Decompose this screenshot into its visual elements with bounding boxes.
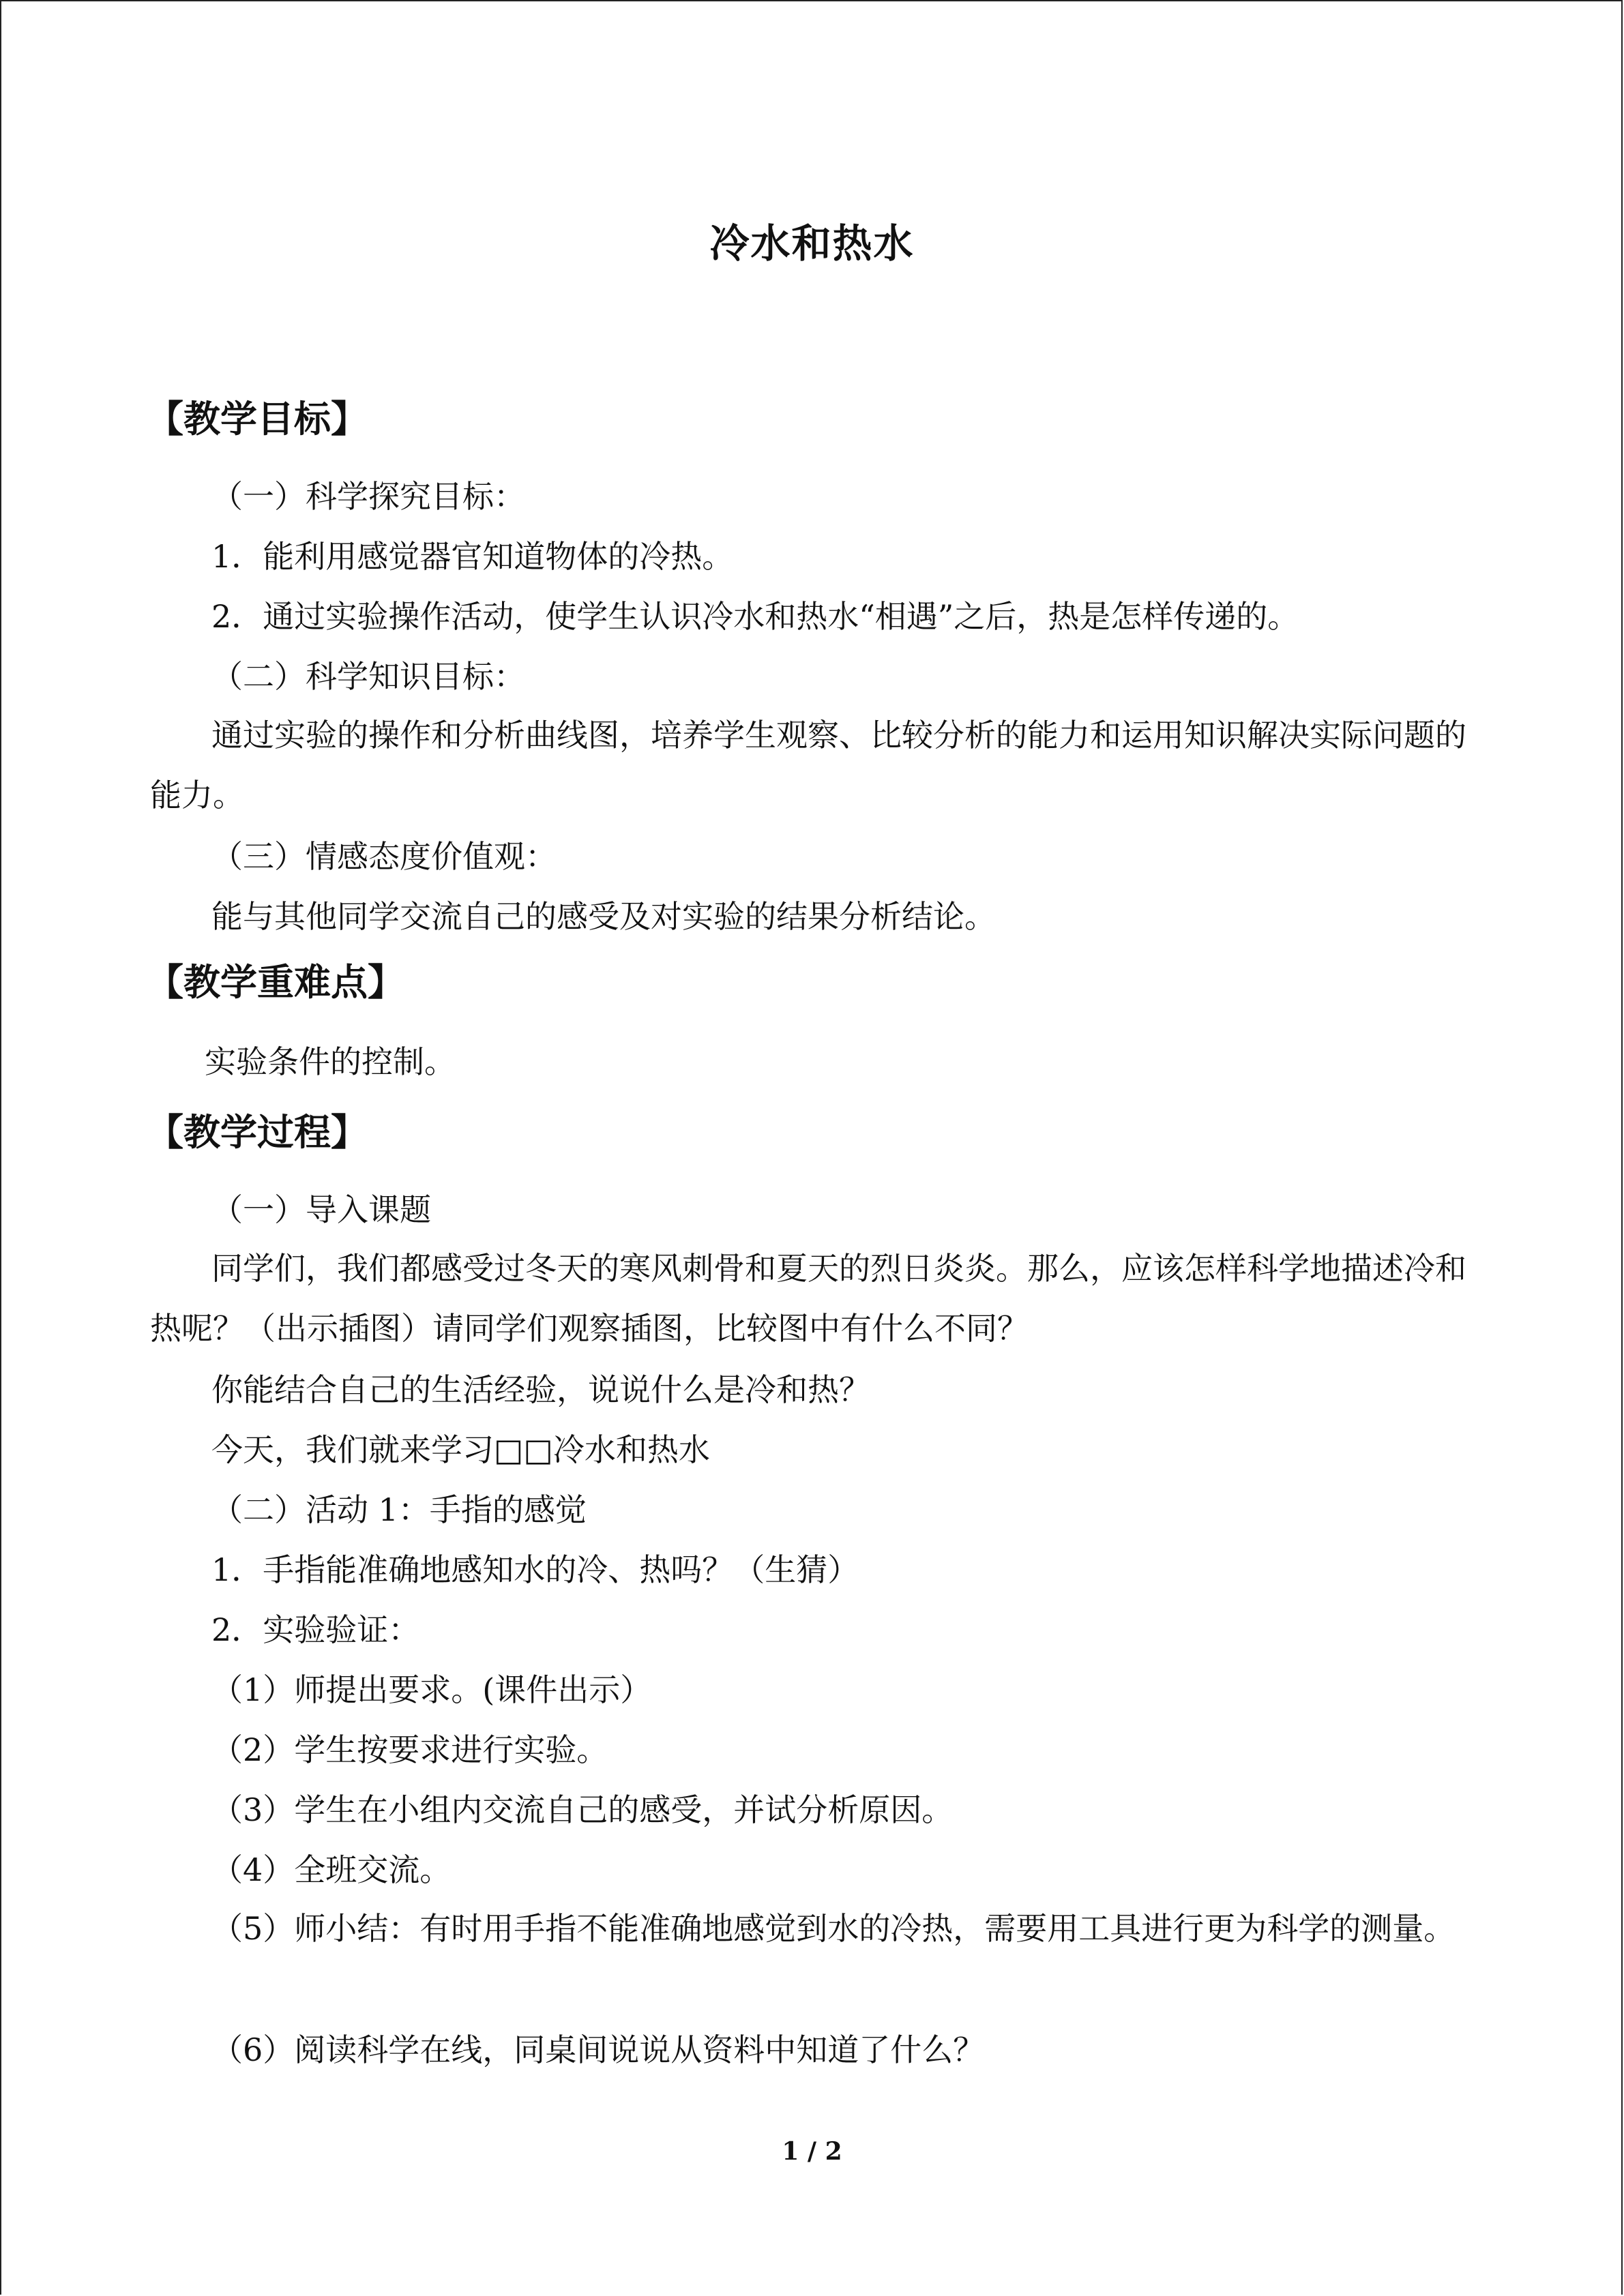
intro-text: 同学们，我们都感受过冬天的寒风刺骨和夏天的烈日炎炎。那么，应该怎样科学地描述冷和热呢？（出示插图）请同学们观察插图，比较图中有什么不同？ [150, 1250, 1466, 1347]
activity-label: （二）活动 1：手指的感觉 [211, 1491, 587, 1528]
intro-today: 今天，我们就来学习□□冷水和热水 [211, 1431, 710, 1468]
attitude-text: 能与其他同学交流自己的感受及对实验的结果分析结论。 [211, 898, 996, 935]
step-5: （5）师小结：有时用手指不能准确地感觉到水的冷热，需要用工具进行更为科学的测量。 [211, 1910, 1456, 1947]
page-title: 冷水和热水 [709, 220, 915, 267]
knowledge-text: 通过实验的操作和分析曲线图，培养学生观察、比较分析的能力和运用知识解决实际问题的能力。 [150, 717, 1466, 814]
heading-goals: 【教学目标】 [147, 398, 368, 441]
activity-item-1: 1．手指能准确地感知水的冷、热吗？（生猜） [211, 1551, 859, 1588]
step-2: （2）学生按要求进行实验。 [211, 1731, 608, 1768]
inquiry-label: （一）科学探究目标： [211, 478, 525, 515]
attitude-label: （三）情感态度价值观： [211, 838, 557, 875]
inquiry-item-2: 2．通过实验操作活动，使学生认识冷水和热水“相遇”之后，热是怎样传递的。 [211, 598, 1299, 635]
intro-question: 你能结合自己的生活经验，说说什么是冷和热？ [211, 1371, 870, 1408]
inquiry-item-1: 1．能利用感觉器官知道物体的冷热。 [211, 538, 734, 575]
intro-label: （一）导入课题 [211, 1191, 431, 1228]
heading-key-points: 【教学重难点】 [147, 961, 404, 1004]
activity-item-2: 2．实验验证： [211, 1611, 420, 1648]
page-number: 1 / 2 [782, 2137, 842, 2166]
step-1: （1）师提出要求。(课件出示） [211, 1671, 652, 1708]
heading-process: 【教学过程】 [147, 1111, 368, 1154]
step-4: （4）全班交流。 [211, 1851, 452, 1888]
step-3: （3）学生在小组内交流自己的感受，并试分析原因。 [211, 1791, 954, 1828]
step-6: （6）阅读科学在线，同桌间说说从资料中知道了什么？ [211, 2031, 985, 2068]
knowledge-label: （二）科学知识目标： [211, 658, 525, 695]
key-points-text: 实验条件的控制。 [205, 1043, 456, 1080]
